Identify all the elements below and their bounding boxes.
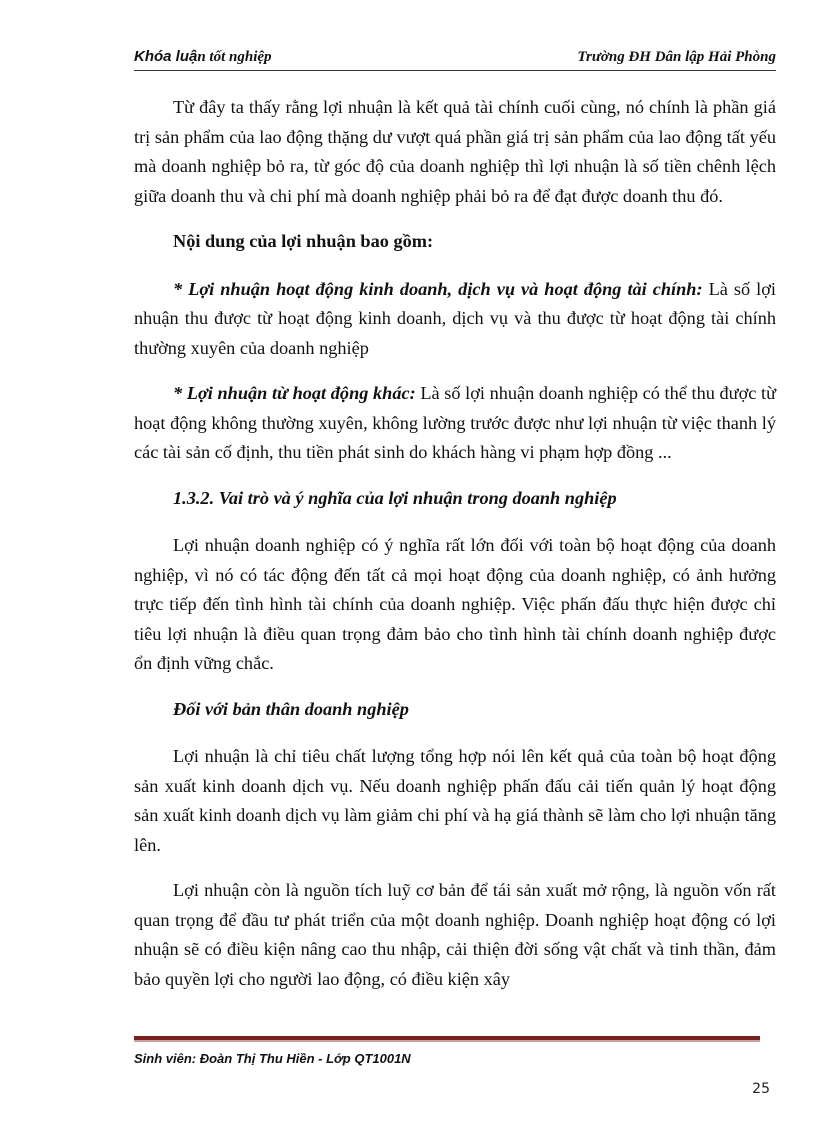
header-divider (134, 70, 776, 71)
paragraph-3-lead: * Lợi nhuận từ hoạt động khác: (173, 383, 416, 403)
section-heading: 1.3.2. Vai trò và ý nghĩa của lợi nhuận trong doanh nghiệp (173, 487, 617, 508)
paragraph-2 (134, 275, 776, 364)
paragraph-6: Lợi nhuận còn là nguồn tích luỹ cơ bản để tái sản xuất mở rộng, là nguồn vốn rất quan trọng để đầu tư phát triển của một doanh nghiệp. Doanh nghiệp hoạt động có lợi nhuận sẽ có điều kiện nâng cao thu nhập, cải thiện đời sống vật chất và tinh thần, đảm bảo quyền lợi cho người lao động, có điều kiện xây (134, 880, 776, 989)
header-left-rest: n tốt nghiệp (197, 49, 272, 65)
paragraph-3 (134, 379, 776, 468)
paragraph-5: Lợi nhuận là chỉ tiêu chất lượng tổng hợp nói lên kết quả của toàn bộ hoạt động sản xuất kinh doanh dịch vụ. Nếu doanh nghiệp phấn đấu cải tiến quản lý hoạt động sản xuất kinh doanh dịch vụ làm giảm chi phí và hạ giá thành sẽ làm cho lợi nhuận tăng lên. (134, 746, 776, 855)
footer-divider (134, 1036, 760, 1040)
subheading-enterprise: Đối với bản thân doanh nghiệp (173, 698, 409, 719)
page-number: 25 (752, 1081, 770, 1097)
header-right: Trường ĐH Dân lập Hải Phòng (577, 49, 776, 65)
paragraph-1: Từ đây ta thấy rằng lợi nhuận là kết quả tài chính cuối cùng, nó chính là phần giá trị sản phẩm của lao động thặng dư vượt quá phần giá trị sản phẩm của lao động tất yếu mà doanh nghiệp bỏ ra, từ góc độ của doanh nghiệp thì lợi nhuận là số tiền chênh lệch giữa doanh thu và chi phí mà doanh nghiệp phải bỏ ra để đạt được doanh thu đó. (134, 97, 776, 206)
header-left-bold: Khóa luậ (134, 48, 198, 65)
paragraph-3-rest: Là số lợi nhuận doanh nghiệp có thể thu được từ hoạt động không thường xuyên, không lường trước được như lợi nhuận từ việc thanh lý các tài sản cố định, thu tiền phát sinh do khách hàng vi phạm hợp đồng ... (134, 383, 776, 462)
heading-profit-content: Nội dung của lợi nhuận bao gồm: (173, 231, 434, 251)
paragraph-2-lead: * Lợi nhuận hoạt động kinh doanh, dịch vụ và hoạt động tài chính: (173, 278, 703, 299)
footer-student: Sinh viên: Đoàn Thị Thu Hiền - Lớp QT1001N (134, 1051, 411, 1066)
paragraph-2-rest: Là số lợi nhuận thu được từ hoạt động kinh doanh, dịch vụ và thu được từ hoạt động tài chính thường xuyên của doanh nghiệp (134, 278, 776, 358)
document-body (134, 93, 776, 1010)
header-left (134, 47, 272, 67)
paragraph-4: Lợi nhuận doanh nghiệp có ý nghĩa rất lớn đối với toàn bộ hoạt động của doanh nghiệp, vì nó có tác động đến tất cả mọi hoạt động của doanh nghiệp, có ảnh hưởng trực tiếp đến tình hình tài chính của doanh nghiệp. Việc phấn đấu thực hiện được chỉ tiêu lợi nhuận là điều quan trọng đảm bảo cho tình hình tài chính doanh nghiệp được ổn định vững chắc. (134, 535, 776, 673)
page-header (134, 47, 776, 67)
